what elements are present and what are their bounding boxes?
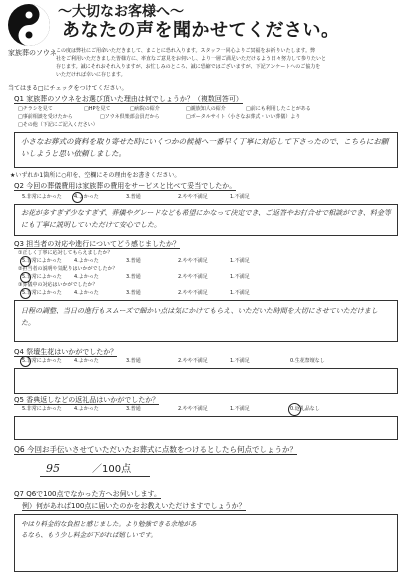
q2-answer-box[interactable] [14, 204, 398, 236]
q1-option-1[interactable]: □チラシを見て [18, 106, 53, 112]
company-name: 家族葬のソウネ [8, 49, 57, 57]
q1-answer-box[interactable] [14, 132, 398, 168]
q1-option-8[interactable]: □ポータルサイト（小さなお葬式・いい葬儀）より [186, 114, 301, 120]
q6-score-value: 95 [46, 462, 60, 475]
intro-line-2: 社をご利用いただきました皆様方に、率直なご意見をお伺いし、より一層ご満足いただけるよう日々努力して参りたいと [56, 56, 327, 62]
q4-scale [22, 358, 282, 364]
q1-label: Q1 家族葬のソウネをお選び頂いた理由は何でしょうか？（複数回答可） [14, 95, 243, 103]
q2-label: Q2 今回の葬儀費用は家族葬の費用をサービスと比べて妥当でしたか。 [14, 182, 237, 190]
q1-option-6[interactable]: □事前相談を受けたから [18, 114, 73, 120]
q5-selected-circle [288, 403, 301, 416]
q2-scale-3[interactable]: 3.普通 [126, 194, 141, 200]
q3b-scale-4[interactable]: 4.よかった [74, 274, 99, 280]
q3a-scale-3[interactable]: 3.普通 [126, 258, 141, 264]
q1-option-5[interactable]: □前にも利用したことがある [246, 106, 311, 112]
q2-scale-4[interactable]: 4.よかった [74, 194, 99, 200]
q3-scale-a [22, 258, 282, 264]
q3c-scale-5[interactable]: 5.非常によかった [22, 290, 62, 296]
q3a-scale-1[interactable]: 1.不満足 [230, 258, 250, 264]
q6-score-suffix: ／100点 [92, 464, 132, 475]
q4-selected-circle [20, 356, 31, 367]
q4-extra-option[interactable]: 0.生花祭壇なし [290, 358, 325, 364]
q3b-scale-1[interactable]: 1.不満足 [230, 274, 250, 280]
q3-sub-1: ①正しく丁寧に応対してもらえましたか？ [18, 250, 113, 256]
q4-scale-4[interactable]: 4.よかった [74, 358, 99, 364]
q5-scale-4[interactable]: 4.よかった [74, 406, 99, 412]
q5-scale-3[interactable]: 3.普通 [126, 406, 141, 412]
q3b-scale-2[interactable]: 2.やや不満足 [178, 274, 208, 280]
intro-line-3: 存じます。誠にそれおそれ入りますが、お忙しみのところ、誠に恐縮ではございますが、下記アンケートへのご協力を [56, 64, 321, 70]
intro-line-1: この度は弊社にご用命いただきまして、まことに恐れ入ります。スタッフ一同心よりご冥福をお祈りいたします。弊 [56, 48, 316, 54]
q7-answer-text: やはり料金的な負担と感じました。より勉強できる余地があるなら、もう少し料金が下がれば嬉しいです。 [21, 520, 197, 539]
q3-answer-text: 日程の調整、当日の進行もスムーズで細かい点は気にかけてもらえ、いただいた時間を大切にさせていただけました。 [21, 307, 378, 327]
q5-scale-5[interactable]: 5.非常によかった [22, 406, 62, 412]
q3c-selected-circle [20, 288, 31, 299]
q3c-scale-1[interactable]: 1.不満足 [230, 290, 250, 296]
q3-scale-b [22, 274, 282, 280]
q3a-scale-4[interactable]: 4.よかった [74, 258, 99, 264]
q3b-scale-3[interactable]: 3.普通 [126, 274, 141, 280]
q2-selected-circle [72, 192, 83, 203]
q1-option-7[interactable]: □ソウネ倶楽部会員だから [100, 114, 160, 120]
q2-scale-1[interactable]: 1.不満足 [230, 194, 250, 200]
q3c-scale-4[interactable]: 4.よかった [74, 290, 99, 296]
q6-score-field[interactable] [40, 462, 150, 477]
q4-scale-3[interactable]: 3.普通 [126, 358, 141, 364]
q5-scale [22, 406, 282, 412]
q5-scale-1[interactable]: 1.不満足 [230, 406, 250, 412]
q5-extra-option[interactable]: 0.返礼品なし [290, 406, 320, 412]
q3b-scale-5[interactable]: 5.非常によかった [22, 274, 62, 280]
q1-option-3[interactable]: □病院の紹介 [130, 106, 160, 112]
scale-note: ★いずれか1箇所に○印を、空欄にその理由をお書きください。 [10, 172, 181, 179]
q4-label: Q4 祭壇生花はいかがでしたか？ [14, 348, 118, 356]
q3c-scale-3[interactable]: 3.普通 [126, 290, 141, 296]
q4-answer-box[interactable] [14, 368, 398, 394]
q3a-scale-2[interactable]: 2.やや不満足 [178, 258, 208, 264]
q1-option-4[interactable]: □親族知人の紹介 [186, 106, 226, 112]
q7-answer-box[interactable] [14, 514, 398, 572]
q2-answer-text: お花が多すぎず少なすぎず、葬儀やグレードなども希望にかなって決定でき、ご返答やお打合せで相談ができ、料金等にも丁寧に説明していただけて安心でした。 [21, 209, 391, 229]
q7-label: Q7 Q6で100点でなかった方へお伺いします。 [14, 490, 161, 498]
q3-scale-c [22, 290, 282, 296]
q7-sub-label: 例）何があれば100点に届いたのかをお教えいただけますでしょうか？ [22, 502, 246, 510]
q5-scale-2[interactable]: 2.やや不満足 [178, 406, 208, 412]
q3-label: Q3 担当者の対応や進行についてどう感じましたか？ [14, 240, 181, 248]
q4-scale-2[interactable]: 2.やや不満足 [178, 358, 208, 364]
swirl-logo-icon [6, 2, 52, 48]
q6-label: Q6 今回お手伝いさせていただいたお葬式に点数をつけるとしたら何点でしょうか？ [14, 445, 298, 454]
header-subtitle: 〜大切なお客様へ〜 [58, 4, 184, 20]
instruction-text: 当てはまる□にチェックをつけてください。 [8, 85, 128, 92]
page-title: あなたの声を聞かせてください。 [62, 20, 340, 41]
q1-answer-text: 小さなお葬式の資料を取り寄せた時にいくつかの候補へ一番早く丁寧に対応して下さったので、こちらにお願いしようと思い依頼しました。 [21, 137, 389, 158]
q1-option-9[interactable]: □その他（下記にご記入ください） [18, 122, 98, 128]
q3a-scale-5[interactable]: 5.非常によかった [22, 258, 62, 264]
q3c-scale-2[interactable]: 2.やや不満足 [178, 290, 208, 296]
q3-sub-3: ③葬儀中の対応はいかがでしたか？ [18, 282, 98, 288]
q4-scale-5[interactable]: 5.非常によかった [22, 358, 62, 364]
q5-label: Q5 香典返しなどの返礼品はいかがでしたか？ [14, 396, 160, 404]
intro-line-4: いただければ幸いに存じます。 [56, 72, 126, 78]
q1-option-2[interactable]: □HPを見て [84, 106, 111, 112]
q2-scale-5[interactable]: 5.非常によかった [22, 194, 62, 200]
q5-answer-box[interactable] [14, 416, 398, 440]
q4-scale-1[interactable]: 1.不満足 [230, 358, 250, 364]
q3-answer-box[interactable] [14, 300, 398, 342]
q2-scale [22, 194, 282, 200]
q3-sub-2: ②担当者の説明や気配りはいかがでしたか？ [18, 266, 118, 272]
q2-scale-2[interactable]: 2.やや不満足 [178, 194, 208, 200]
